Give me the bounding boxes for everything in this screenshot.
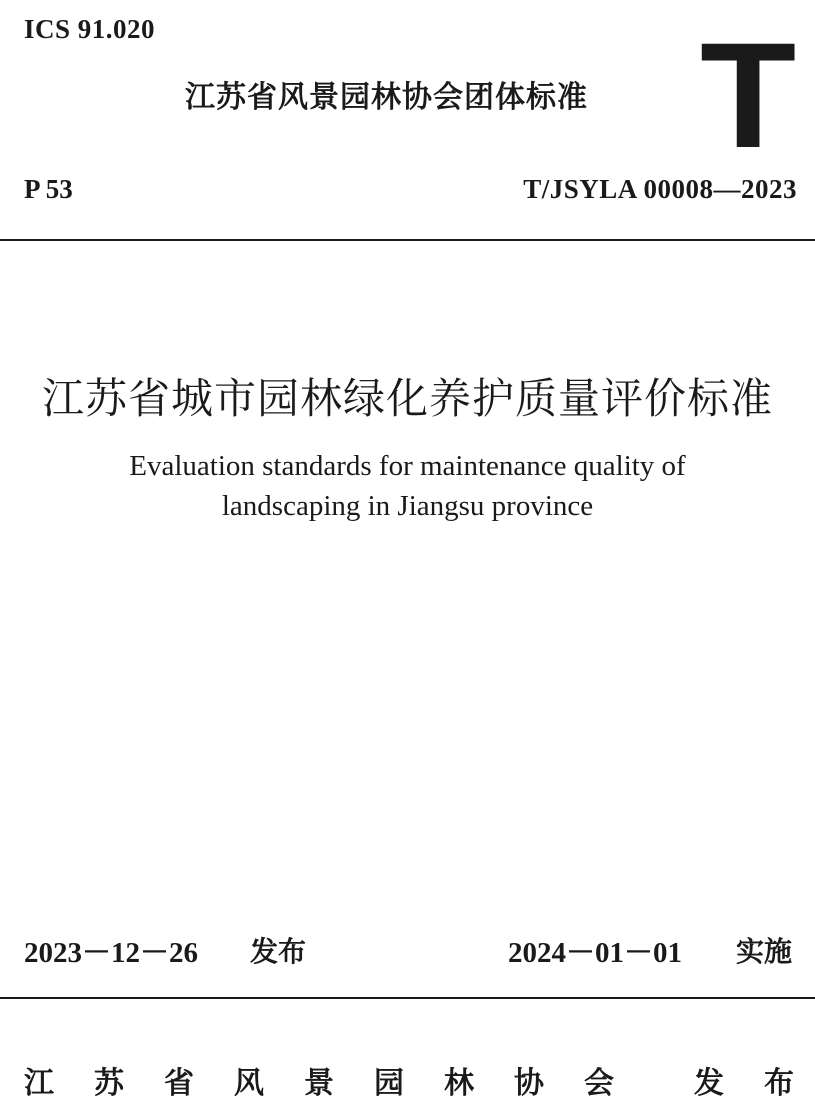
- ccs-code: P 53: [24, 174, 73, 204]
- publisher-char: 省: [164, 1066, 194, 1101]
- publisher-char: 林: [444, 1066, 474, 1101]
- issue-label: 发布: [250, 935, 307, 968]
- publisher-char: 江: [24, 1066, 54, 1101]
- implementation-date: 2024－01－01: [508, 937, 683, 969]
- publisher: [24, 1058, 794, 1102]
- standard-number: T/JSYLA 00008—2023: [523, 174, 797, 204]
- publisher-char: 会: [584, 1066, 614, 1101]
- top-divider: [0, 239, 815, 241]
- standard-type-letter: T: [700, 11, 797, 179]
- title-english-line2: landscaping in Jiangsu province: [221, 490, 594, 522]
- publisher-char: 布: [764, 1066, 794, 1101]
- standard-category: 江苏省风景园林协会团体标准: [185, 80, 588, 115]
- publisher-char: 园: [374, 1066, 404, 1101]
- title-chinese: 江苏省城市园林绿化养护质量评价标准: [41, 374, 773, 423]
- title-english-line1: Evaluation standards for maintenance quality of: [129, 450, 686, 482]
- implementation-label: 实施: [736, 935, 793, 968]
- publisher-char: 发: [694, 1066, 724, 1101]
- publisher-char: 景: [304, 1066, 334, 1101]
- ics-code: ICS 91.020: [24, 14, 156, 44]
- title-english: [0, 446, 815, 526]
- publisher-char: 风: [234, 1066, 264, 1101]
- issue-date: 2023－12－26: [24, 937, 199, 969]
- bottom-divider: [0, 997, 815, 999]
- publisher-char: 协: [514, 1066, 544, 1101]
- publisher-char: 苏: [94, 1066, 124, 1101]
